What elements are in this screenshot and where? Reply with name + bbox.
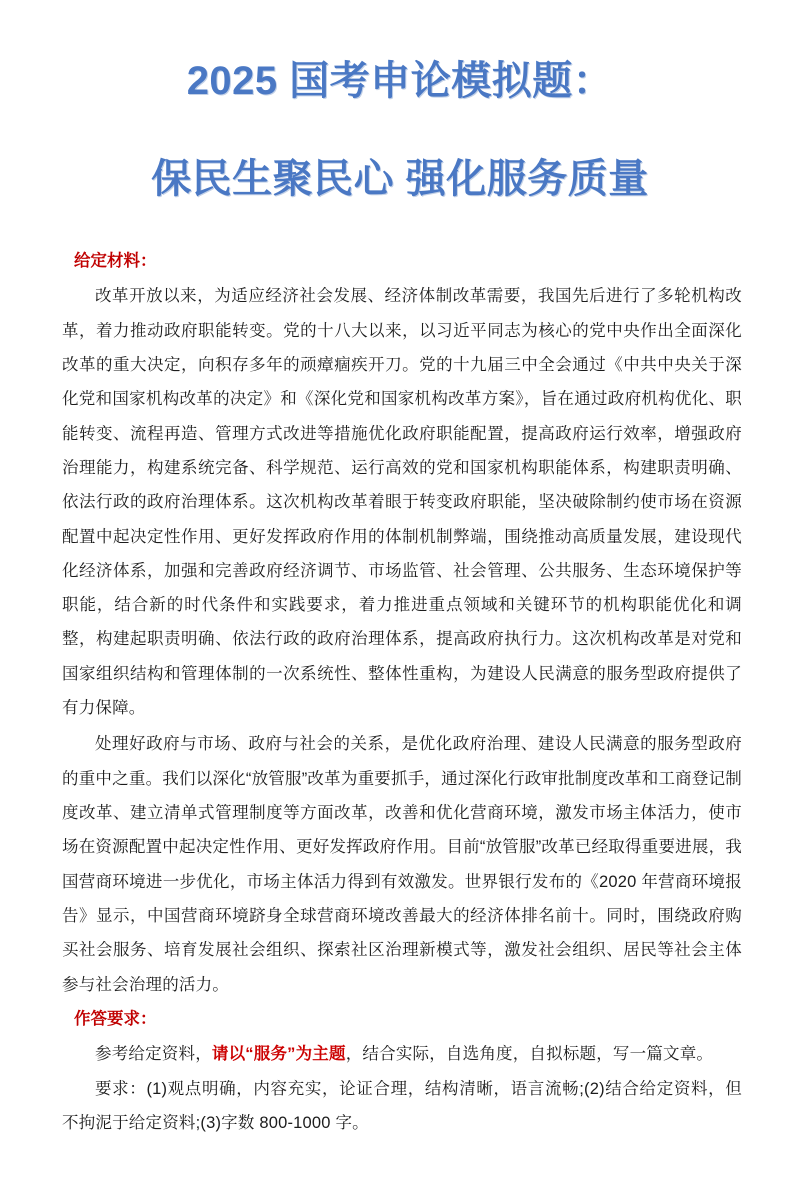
page-title-line-1: 2025 国考申论模拟题： bbox=[186, 59, 614, 103]
material-paragraph-2: 处理好政府与市场、政府与社会的关系，是优化政府治理、建设人民满意的服务型政府的重中之重。我们以深化“放管服”改革为重要抓手，通过深化行政审批制度改革和工商登记制度改革、建立清单式管理制度等方面改革，改善和优化营商环境，激发市场主体活力，使市场在资源配置中起决定性作用、更好发挥政府作用。目前“放管服”改革已经取得重要进展，我国营商环境进一步优化，市场主体活力得到有效激发。世界银行发布的《2020 年营商环境报告》显示，中国营商环境跻身全球营商环境改善最大的经济体排名前十。同时，围绕政府购买社会服务、培育发展社会组织、探索社区治理新模式等，激发社会组织、居民等社会主体参与社会治理的活力。 bbox=[62, 735, 742, 994]
requirements-line-1-suffix: ，结合实际，自选角度，自拟标题，写一篇文章。 bbox=[345, 1045, 714, 1064]
requirements-line-1-prefix: 参考给定资料， bbox=[95, 1045, 212, 1064]
document-title-block bbox=[0, 0, 800, 202]
requirements-section-heading: 作答要求： bbox=[74, 1009, 157, 1028]
material-paragraph-1: 改革开放以来，为适应经济社会发展、经济体制改革需要，我国先后进行了多轮机构改革，着力推动政府职能转变。党的十八大以来，以习近平同志为核心的党中央作出全面深化改革的重大决定，向积存多年的顽瘴痼疾开刀。党的十九届三中全会通过《中共中央关于深化党和国家机构改革的决定》和《深化党和国家机构改革方案》，旨在通过政府机构优化、职能转变、流程再造、管理方式改进等措施优化政府职能配置，提高政府运行效率，增强政府治理能力，构建系统完备、科学规范、运行高效的党和国家机构职能体系，构建职责明确、依法行政的政府治理体系。这次机构改革着眼于转变政府职能，坚决破除制约使市场在资源配置中起决定性作用、更好发挥政府作用的体制机制弊端，围绕推动高质量发展，建设现代化经济体系，加强和完善政府经济调节、市场监管、社会管理、公共服务、生态环境保护等职能，结合新的时代条件和实践要求，着力推进重点领域和关键环节的机构职能优化和调整，构建起职责明确、依法行政的政府治理体系，提高政府执行力。这次机构改革是对党和国家组织结构和管理体制的一次系统性、整体性重构，为建设人民满意的服务型政府提供了有力保障。 bbox=[62, 287, 742, 718]
requirements-block bbox=[62, 1037, 742, 1140]
requirements-theme-highlight: 请以“服务”为主题 bbox=[211, 1045, 346, 1064]
document-body bbox=[0, 246, 800, 1140]
requirements-line-1 bbox=[62, 1037, 742, 1071]
requirements-line-2: 要求：(1)观点明确，内容充实，论证合理，结构清晰，语言流畅;(2)结合给定资料，但不拘泥于给定资料;(3)字数 800-1000 字。 bbox=[62, 1079, 742, 1132]
material-section-heading: 给定材料： bbox=[74, 252, 157, 270]
page-title-line-2: 保民生聚民心 强化服务质量 bbox=[151, 157, 649, 201]
